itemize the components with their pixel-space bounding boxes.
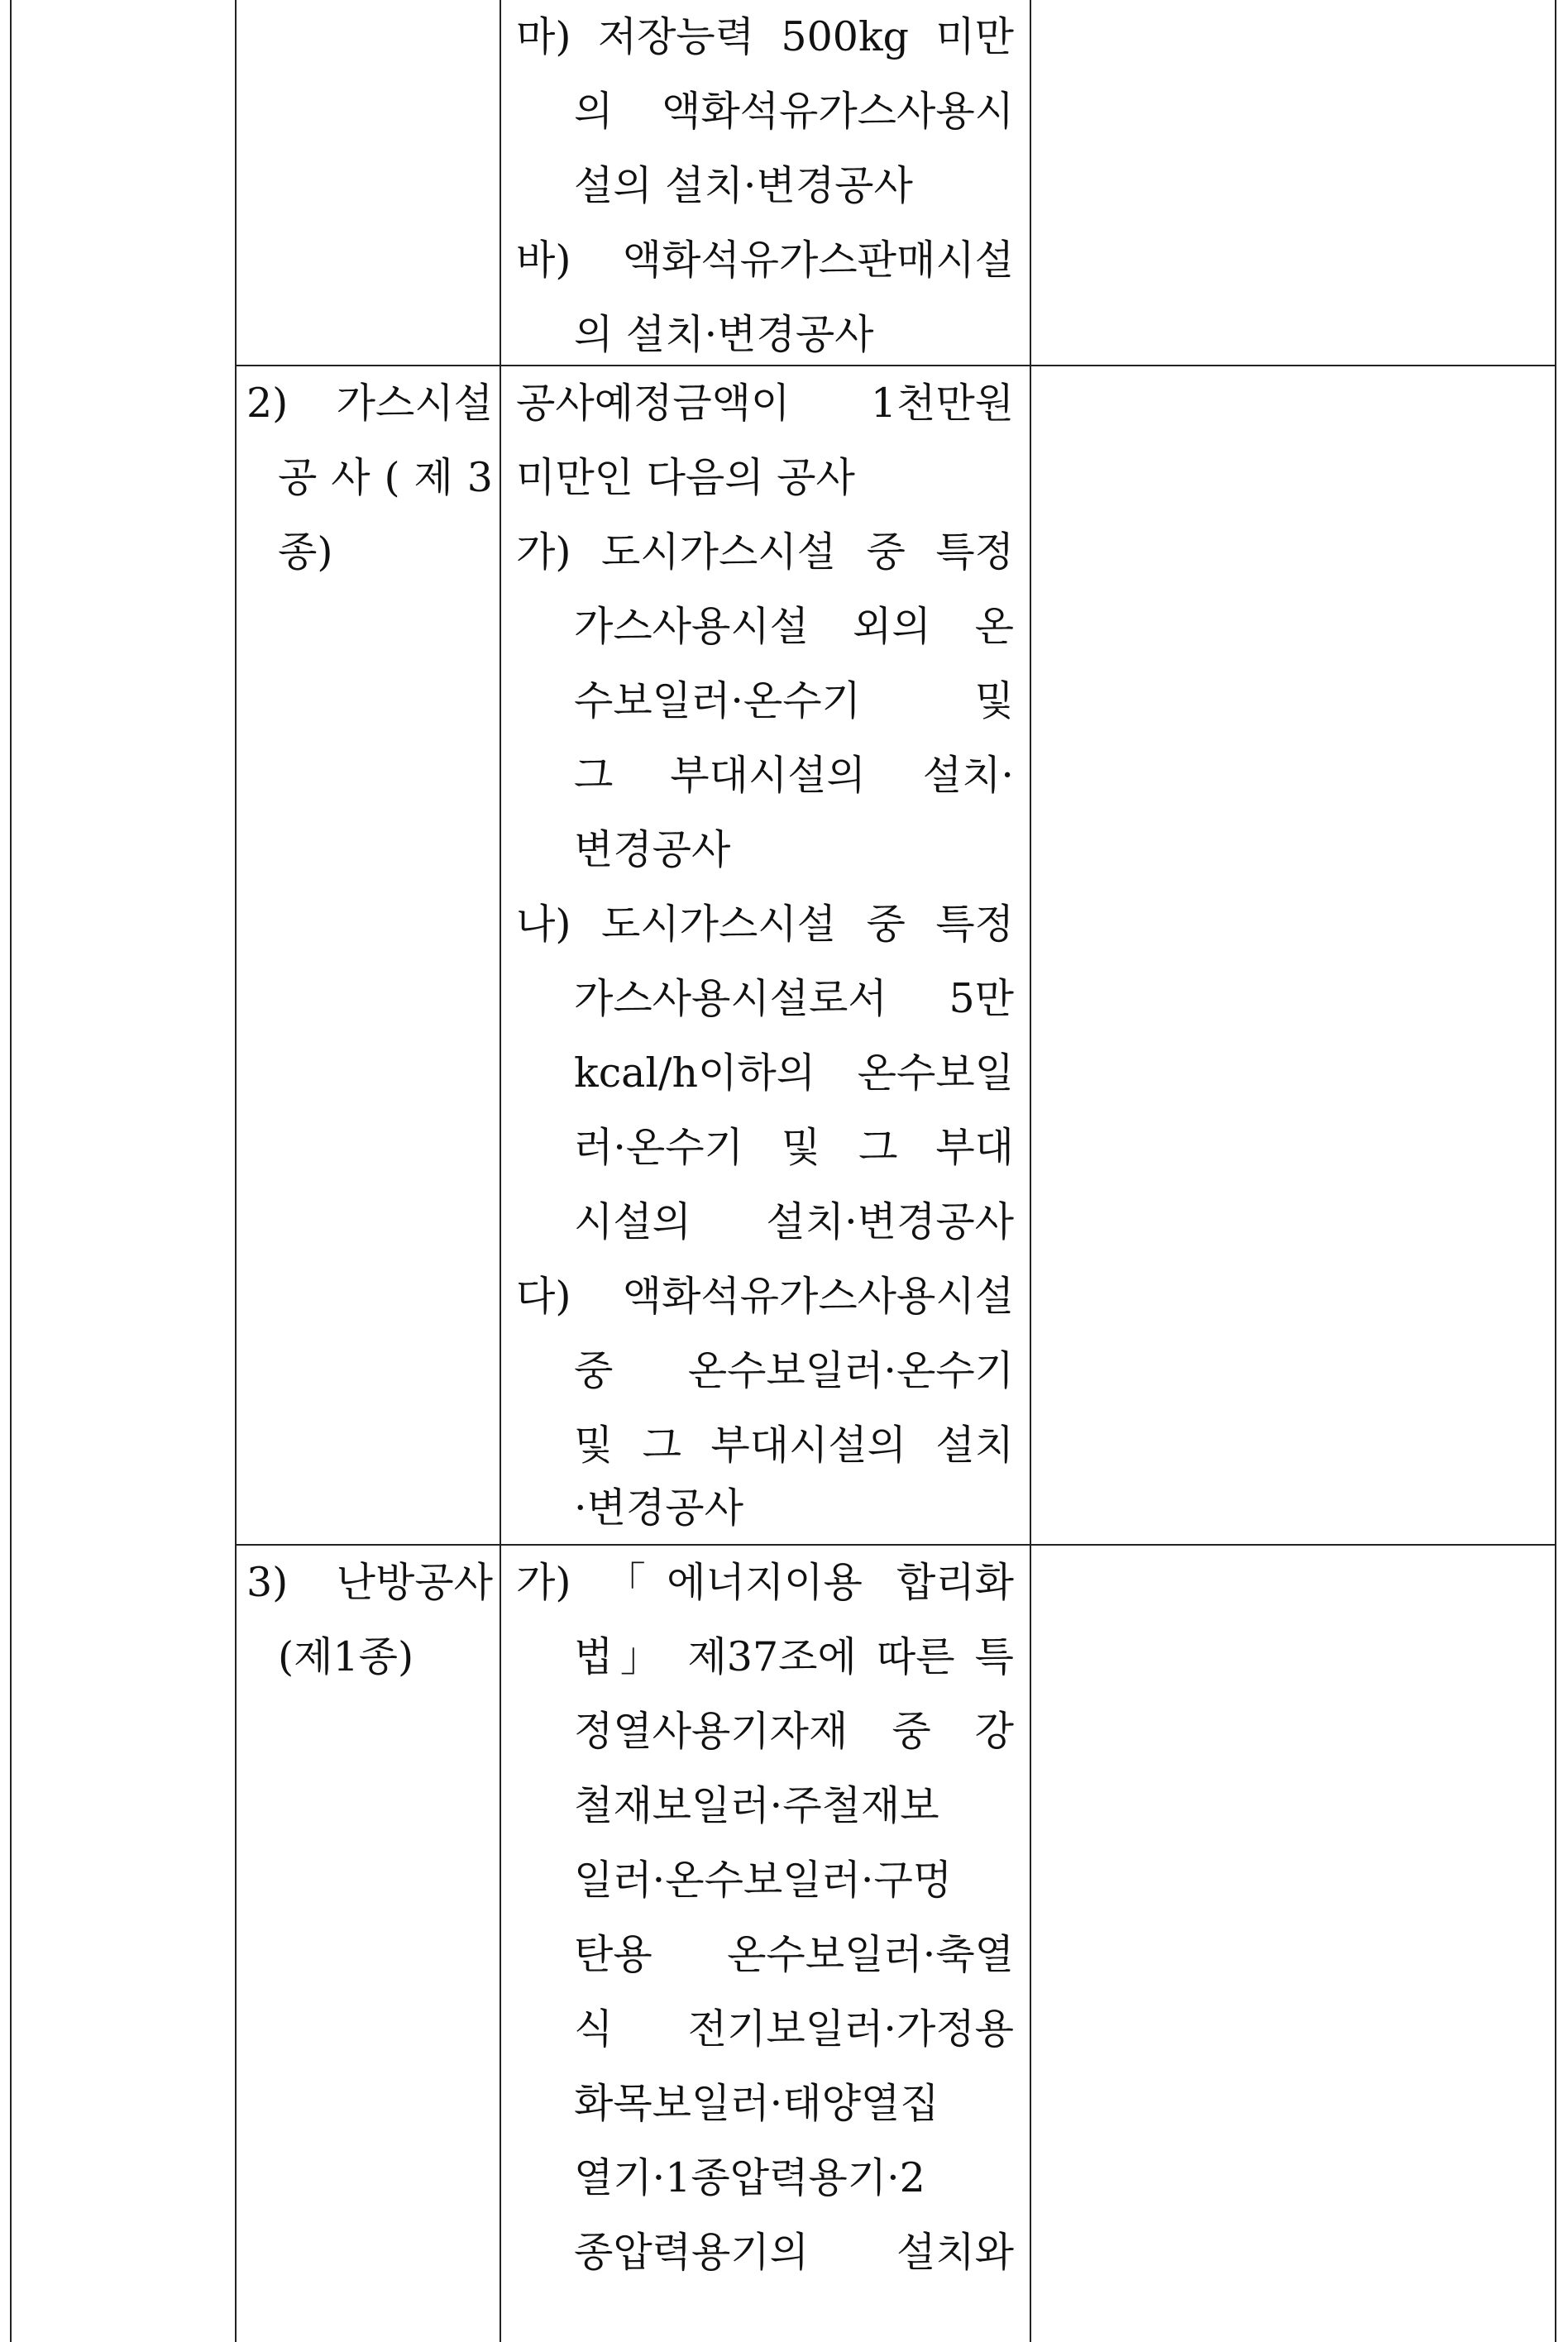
scope-line: 수보일러·온수기 및 bbox=[574, 677, 1014, 724]
scope-cell bbox=[501, 366, 1030, 1544]
scope-line: kcal/h이하의 온수보일 bbox=[574, 1049, 1014, 1097]
scope-line: 그 부대시설의 설치· bbox=[574, 752, 1014, 799]
table-row bbox=[0, 366, 1568, 1544]
scope-line: 법」 제37조에 따른 특 bbox=[574, 1633, 1014, 1680]
table-row bbox=[0, 0, 1568, 365]
item-line: 3) 난방공사 bbox=[246, 1559, 493, 1606]
item-line: 공 사 ( 제 3 bbox=[278, 454, 493, 501]
scope-line: 가스사용시설로서 5만 bbox=[574, 975, 1014, 1022]
scope-cell bbox=[501, 0, 1030, 365]
scope-line: 설의 설치·변경공사 bbox=[574, 162, 913, 209]
item-cell bbox=[237, 0, 500, 365]
scope-line: 가) 도시가스시설 중 특정 bbox=[516, 528, 1014, 576]
item-cell bbox=[237, 1546, 500, 2342]
scope-line: 식 전기보일러·가정용 bbox=[574, 2005, 1014, 2053]
scope-line: 러·온수기 및 그 부대 bbox=[574, 1124, 1014, 1171]
scope-line: 및 그 부대시설의 설치 bbox=[574, 1422, 1014, 1469]
scope-line: 종압력용기의 설치와 bbox=[574, 2229, 1014, 2276]
remarks-cell bbox=[1031, 366, 1555, 1544]
scope-line: 나) 도시가스시설 중 특정 bbox=[516, 901, 1014, 948]
scope-cell bbox=[501, 1546, 1030, 2342]
item-line: (제1종) bbox=[278, 1633, 414, 1680]
scope-line: ·변경공사 bbox=[574, 1484, 743, 1532]
scope-line: 가) 「에너지이용 합리화 bbox=[516, 1559, 1014, 1606]
scope-line: 화목보일러·태양열집 bbox=[574, 2080, 939, 2127]
scope-line: 시설의 설치·변경공사 bbox=[574, 1198, 1014, 1245]
scope-line: 바) 액화석유가스판매시설 bbox=[516, 237, 1014, 284]
scope-line: 공사예정금액이 1천만원 bbox=[516, 380, 1014, 427]
scope-line: 정열사용기자재 중 강 bbox=[574, 1708, 1014, 1755]
item-line: 종) bbox=[278, 528, 333, 576]
scope-line: 의 액화석유가스사용시 bbox=[574, 88, 1014, 135]
scope-line: 일러·온수보일러·구멍 bbox=[574, 1857, 953, 1904]
scope-line: 탄용 온수보일러·축열 bbox=[574, 1931, 1014, 1978]
item-cell bbox=[237, 366, 500, 1544]
scope-line: 변경공사 bbox=[574, 826, 731, 873]
remarks-cell bbox=[1031, 1546, 1555, 2342]
scope-line: 가스사용시설 외의 온 bbox=[574, 603, 1014, 650]
item-line: 2) 가스시설 bbox=[246, 380, 493, 427]
scope-line: 철재보일러·주철재보 bbox=[574, 1782, 939, 1829]
scope-line: 중 온수보일러·온수기 bbox=[574, 1347, 1014, 1394]
remarks-cell bbox=[1031, 0, 1555, 365]
table-row bbox=[0, 1546, 1568, 2342]
scope-line: 마) 저장능력 500kg 미만 bbox=[516, 13, 1014, 60]
scope-line: 의 설치·변경공사 bbox=[574, 311, 874, 358]
scope-line: 미만인 다음의 공사 bbox=[516, 454, 855, 501]
scope-line: 열기·1종압력용기·2 bbox=[574, 2154, 925, 2201]
scope-line: 다) 액화석유가스사용시설 bbox=[516, 1273, 1014, 1320]
